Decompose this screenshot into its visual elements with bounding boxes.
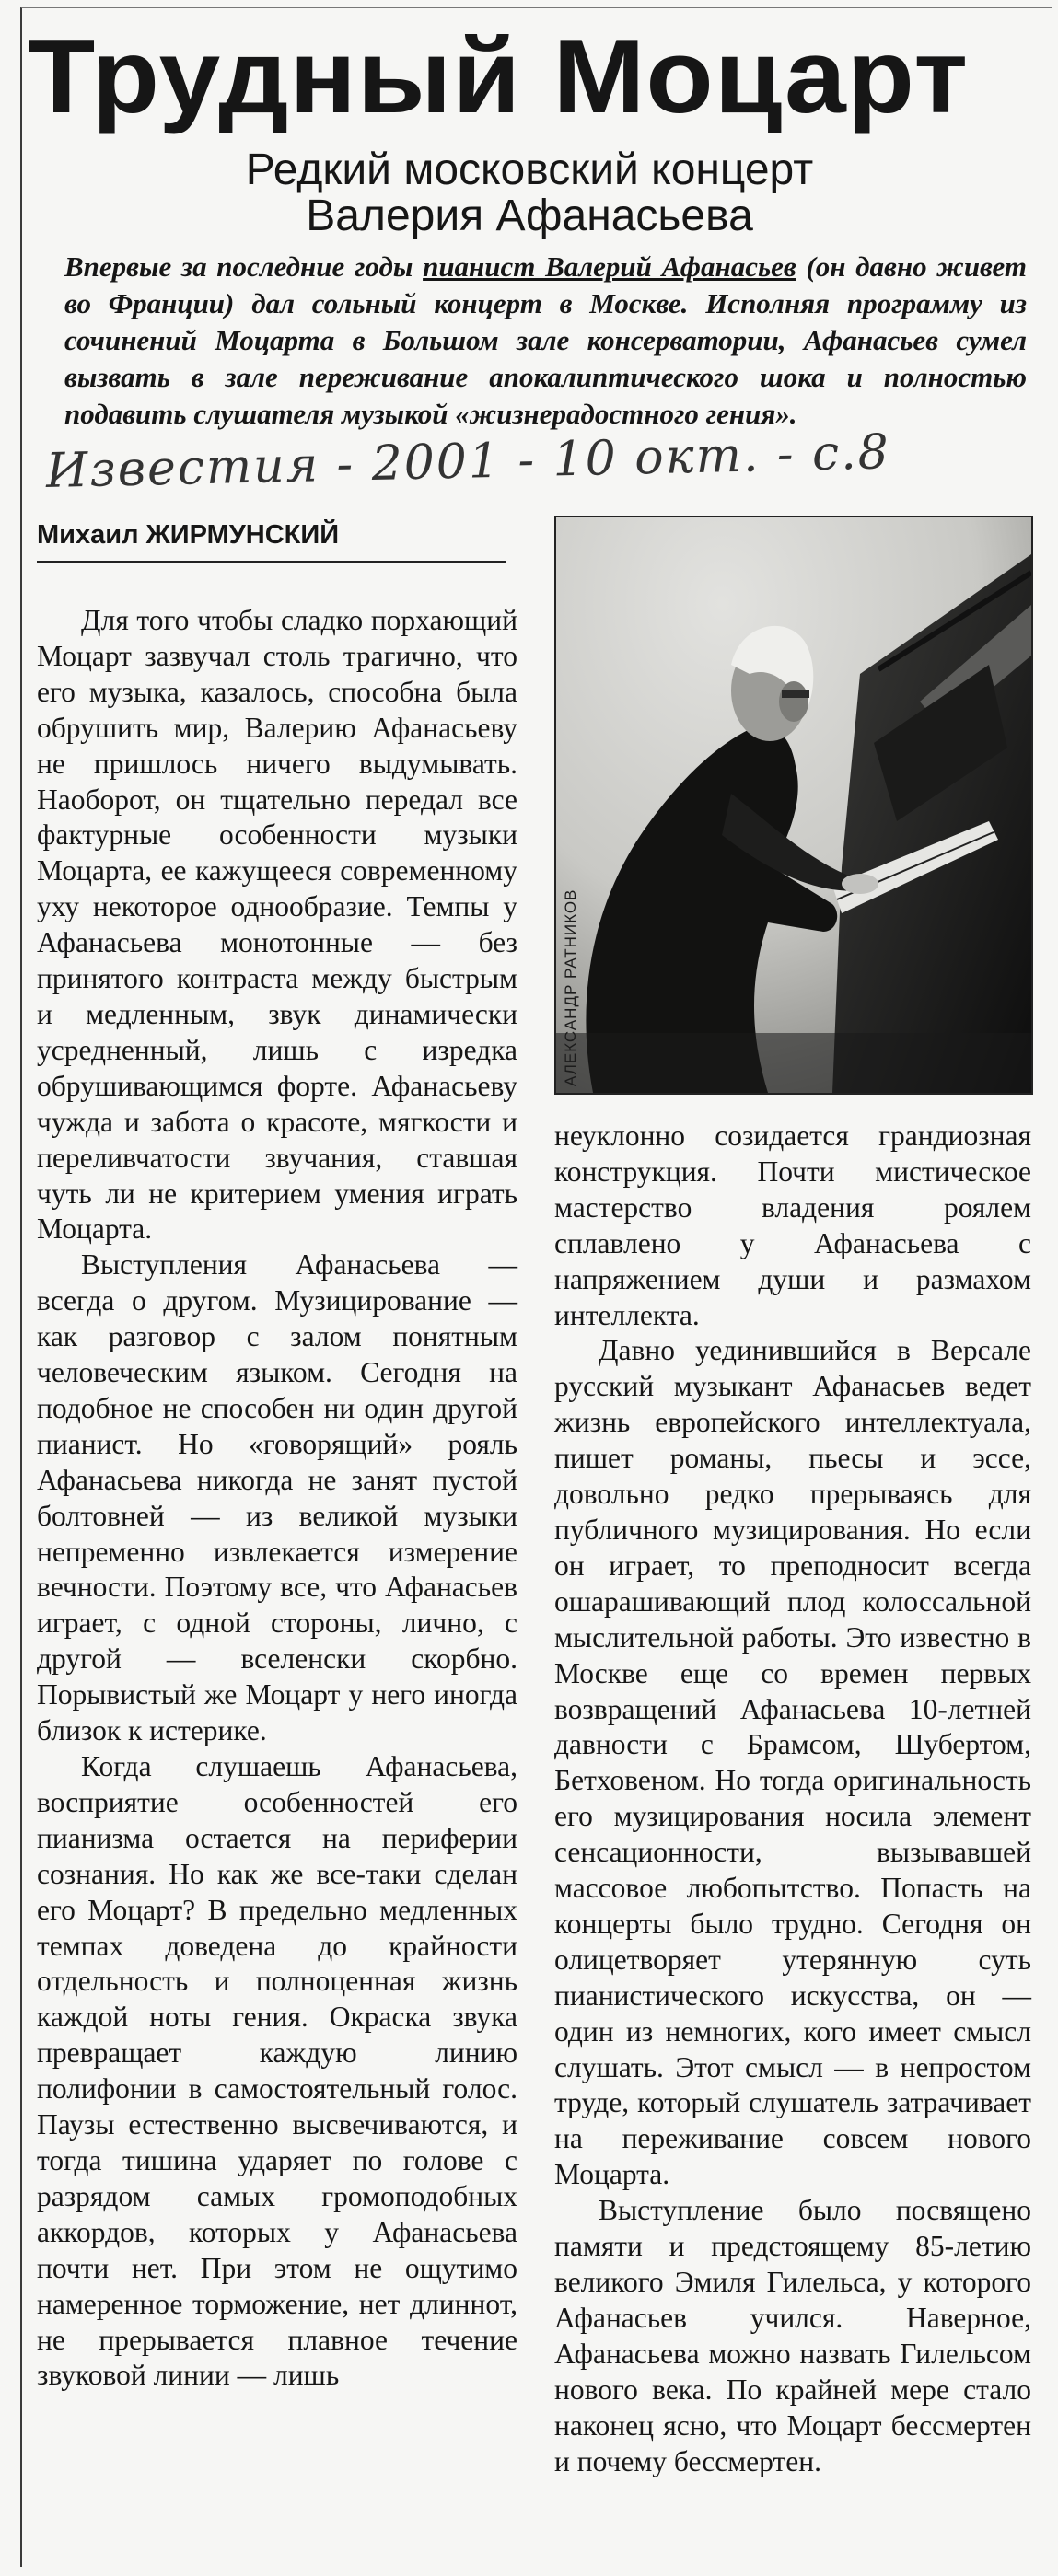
article-subheadline xyxy=(37,147,1022,239)
photo-credit: АЛЕКСАНДР РАТНИКОВ xyxy=(562,888,579,1086)
lead-text-start: Впервые за последние годы xyxy=(64,250,424,283)
subheadline-line-1: Редкий московский концерт xyxy=(245,145,814,194)
paragraph: Когда слушаешь Афанасьева, восприятие особенностей его пианизма остается на периферии сознания. Но как же все-таки сделан его Моцарт? В предельно медленных темпах доведена до крайности отдельность и полноценная жизнь каждой ноты гения. Окраска звука превращает каждую линию полифонии в самостоятельный голос. Паузы естественно высвечиваются, и тогда тишина ударяет по голове с разрядом самых громоподобных аккордов, которых у Афанасьева почти нет. При этом не ощутимо намеренное торможение, нет длиннот, не прерывается плавное течение звуковой линии — лишь xyxy=(37,1750,517,2392)
article-column-2 xyxy=(554,1119,1031,2479)
subheadline-line-2: Валерия Афанасьева xyxy=(306,191,753,240)
handwritten-source-note: Известия - 2001 - 10 окт. - с.8 xyxy=(45,424,891,499)
article-column-1 xyxy=(37,603,517,2394)
pianist-photo xyxy=(554,516,1033,1095)
pianist-photo-image xyxy=(556,517,1031,1093)
lead-text-end: (он давно живет во Франции) дал сольный концерт в Москве. Исполняя программу из сочинений Моцарта в Большом зале консерватории, Афанасьев сумел вызвать в зале переживание апокалиптического шока и полностью подавить слушателя музыкой «жизнерадостного гения». xyxy=(64,250,1027,430)
author-last-name: ЖИРМУНСКИЙ xyxy=(145,520,340,550)
paragraph: Выступления Афанасьева — всегда о другом. Музицирование — как разговор с залом понятным человеческим языком. Сегодня на подобное не способен ни один другой пианист. Но «говорящий» рояль Афанасьева никогда не занят пустой болтовней — из великой музыки непременно извлекается измерение вечности. Поэтому все, что Афанасьев играет, с одной стороны, лично, с другой — вселенски скорбно. Порывистый же Моцарт у него иногда близок к истерике. xyxy=(37,1248,517,1747)
paragraph-continued: неуклонно созидается грандиозная конструкция. Почти мистическое мастерство владения роялем сплавлено у Афанасьева с напряжением души и размахом интеллекта. xyxy=(554,1120,1031,1331)
paragraph: Давно уединившийся в Версале русский музыкант Афанасьев ведет жизнь европейского интеллектуала, пишет романы, пьесы и эссе, довольно редко прерываясь для публичного музицирования. Но если он играет, то преподносит всегда ошарашивающий плод колоссальной мыслительной работы. Это известно в Москве еще со времен первых возвращений Афанасьева 10-летней давности с Брамсом, Шубертом, Бетховеном. Но тогда оригинальность его музицирования носила элемент сенсационности, вызывавшей массовое любопытство. Попасть на концерты было трудно. Сегодня он олицетворяет утерянную суть пианистического искусства, он — один из немногих, кого имеет смысл слушать. Этот смысл — в непростом труде, который слушатель затрачивает на переживание совсем нового Моцарта. xyxy=(554,1334,1031,2191)
author-first-name: Михаил xyxy=(37,520,139,550)
paragraph: Для того чтобы сладко порхающий Моцарт зазвучал столь трагично, что его музыка, казалось, способна была обрушить мир, Валерию Афанасьеву не пришлось ничего выдумывать. Наоборот, он тщательно передал все фактурные особенности музыки Моцарта, ее кажущееся современному уху некоторое однообразие. Темпы у Афанасьева монотонные — без принятого контраста между быстрым и медленным, звук динамически усредненный, лишь с изредка обрушивающимся форте. Афанасьеву чужда и забота о красоте, мягкости и переливчатости звучания, ставшая чуть ли не критерием умения играть Моцарта. xyxy=(37,604,517,1246)
paragraph: Выступление было посвящено памяти и предстоящему 85-летию великого Эмиля Гилельса, у которого Афанасьев учился. Наверное, Афанасьева можно назвать Гилельсом нового века. По крайней мере стало наконец ясно, что Моцарт бессмертен и почему бессмертен. xyxy=(554,2194,1031,2477)
lead-underlined-phrase: пианист Валерий Афанасьев xyxy=(423,250,796,283)
article-headline: Трудный Моцарт xyxy=(28,17,970,135)
article-lead xyxy=(64,249,1027,433)
author-byline xyxy=(37,518,506,563)
